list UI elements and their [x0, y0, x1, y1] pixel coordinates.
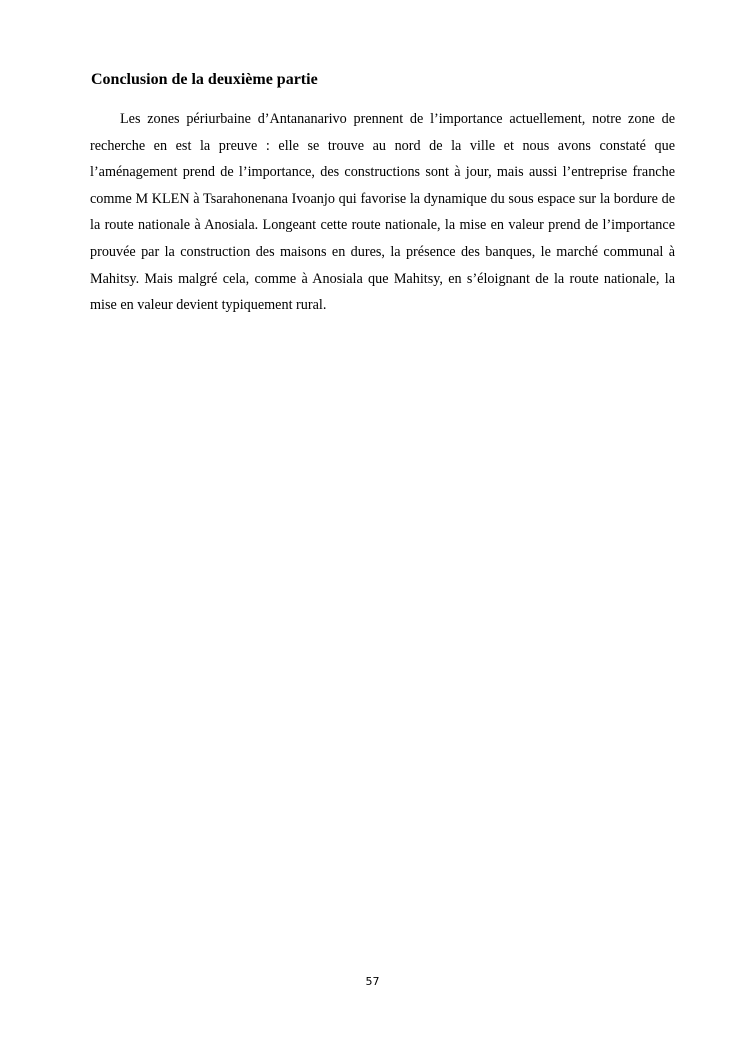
conclusion-paragraph: Les zones périurbaine d’Antananarivo prennent de l’importance actuellement, notre zone de recherche en est la preuve : elle se trouve au nord de la ville et nous avons constaté que l’aménagement prend de l’importance, des constructions sont à jour, mais aussi l’entreprise franche comme M KLEN à Tsarahonenana Ivoanjo qui favorise la dynamique du sous espace sur la bordure de la route nationale à Anosiala. Longeant cette route nationale, la mise en valeur prend de l’importance prouvée par la construction des maisons en dures, la présence des banques, le marché communal à Mahitsy. Mais malgré cela, comme à Anosiala que Mahitsy, en s’éloignant de la route nationale, la mise en valeur devient typiquement rural. — [90, 111, 675, 314]
section-heading: Conclusion de la deuxième partie — [91, 71, 318, 88]
page-number: 57 — [365, 975, 380, 988]
